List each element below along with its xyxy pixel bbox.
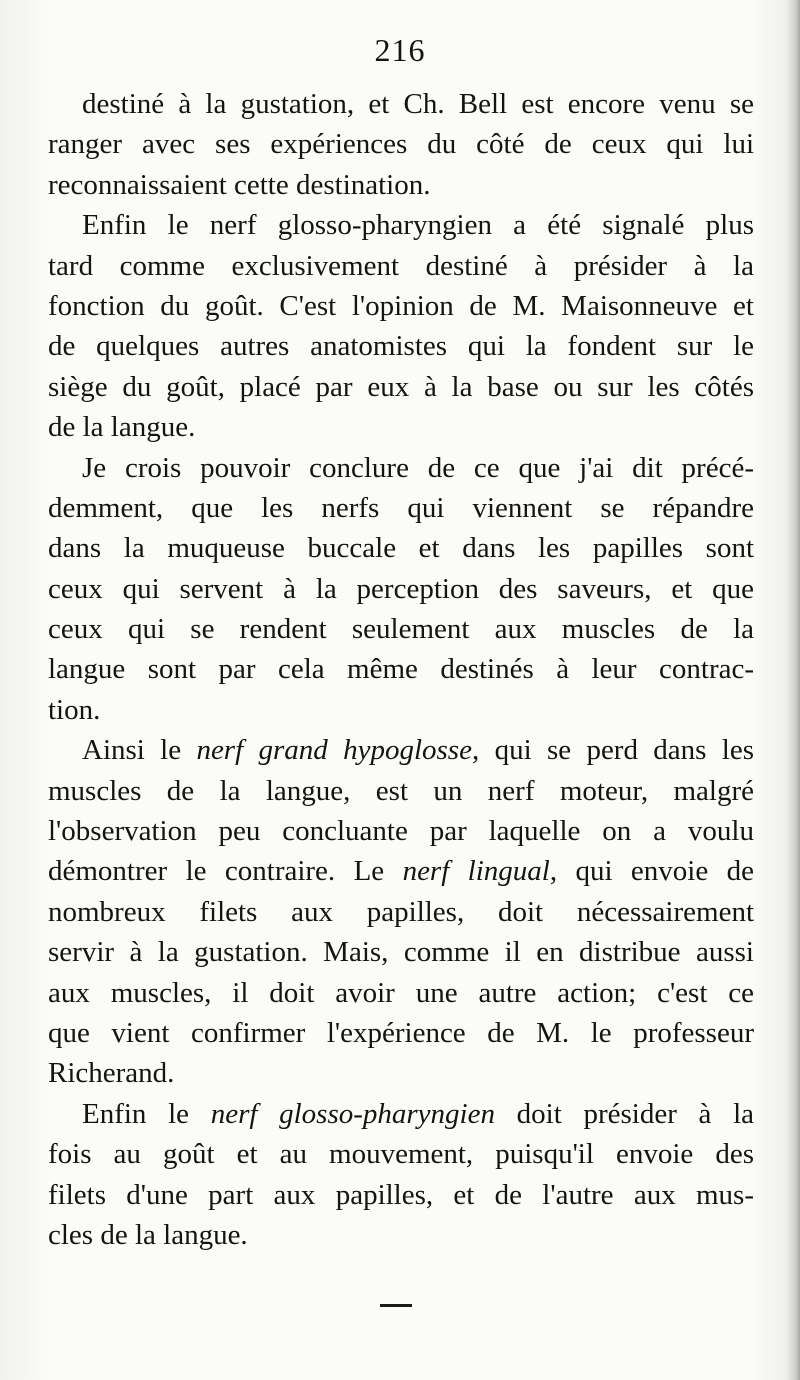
text-line	[48, 892, 754, 932]
text-line	[48, 932, 754, 972]
text-run: ceux qui se rendent seulement aux muscles de la	[48, 613, 754, 646]
italic-term: nerf glosso-pharyngien	[210, 1097, 495, 1130]
paragraph	[48, 448, 754, 731]
text-run: demment, que les nerfs qui viennent se répandre	[48, 491, 754, 524]
text-run: tion.	[48, 693, 101, 726]
text-line	[48, 973, 754, 1013]
text-line	[48, 690, 754, 730]
text-line	[48, 569, 754, 609]
page-number: 216	[374, 32, 426, 68]
text-run: doit présider à la	[494, 1097, 754, 1130]
text-run: démontrer le contraire. Le	[48, 855, 403, 888]
body-text	[48, 84, 754, 1255]
text-line	[48, 1013, 754, 1053]
text-line	[48, 1094, 754, 1134]
text-run: tard comme exclusivement destiné à présider à la	[48, 249, 754, 282]
italic-term: nerf lingual	[402, 855, 550, 888]
text-line	[48, 407, 754, 447]
page-edge-shadow	[786, 0, 800, 1380]
text-line	[48, 165, 754, 205]
text-run: reconnaissaient cette destination.	[48, 168, 431, 201]
text-run: Enfin le	[82, 1097, 211, 1130]
text-run: que vient confirmer l'expérience de M. le professeur	[48, 1016, 754, 1049]
text-run: Richerand.	[48, 1057, 175, 1090]
text-run: de quelques autres anatomistes qui la fondent sur le	[48, 330, 754, 363]
text-line	[48, 1175, 754, 1215]
text-run: nombreux filets aux papilles, doit nécessairement	[48, 895, 754, 928]
text-run: muscles de la langue, est un nerf moteur, malgré	[48, 774, 754, 807]
text-line	[48, 205, 754, 245]
text-run: aux muscles, il doit avoir une autre action; c'est ce	[48, 976, 754, 1009]
text-run: ceux qui servent à la perception des saveurs, et que	[48, 572, 754, 605]
text-run: dans la muqueuse buccale et dans les papilles sont	[48, 532, 754, 565]
text-run: siège du goût, placé par eux à la base ou sur les côtés	[48, 370, 754, 403]
text-run: langue sont par cela même destinés à leur contrac-	[48, 653, 754, 686]
end-rule	[380, 1304, 412, 1307]
text-run: cles de la langue.	[48, 1218, 248, 1251]
text-line	[48, 528, 754, 568]
text-run: Je crois pouvoir conclure de ce que j'ai dit précé-	[82, 451, 754, 484]
text-line	[48, 286, 754, 326]
text-line	[48, 246, 754, 286]
text-run: Ainsi le	[82, 734, 197, 767]
text-line	[48, 649, 754, 689]
text-line	[48, 609, 754, 649]
paragraph	[48, 730, 754, 1094]
text-line	[48, 448, 754, 488]
text-line	[48, 84, 754, 124]
text-line	[48, 851, 754, 891]
text-run: servir à la gustation. Mais, comme il en distribue aussi	[48, 936, 754, 969]
text-line	[48, 488, 754, 528]
text-run: de la langue.	[48, 411, 196, 444]
text-line	[48, 811, 754, 851]
text-line	[48, 367, 754, 407]
italic-term: nerf grand hypoglosse	[196, 734, 472, 767]
text-line	[48, 771, 754, 811]
text-run: fois au goût et au mouvement, puisqu'il envoie des	[48, 1138, 754, 1171]
text-run: l'observation peu concluante par laquelle on a voulu	[48, 815, 754, 848]
text-line	[48, 1053, 754, 1093]
text-line	[48, 326, 754, 366]
text-line	[48, 730, 754, 770]
text-line	[48, 124, 754, 164]
text-run: , qui envoie de	[549, 855, 755, 888]
paragraph	[48, 84, 754, 205]
text-run: ranger avec ses expériences du côté de ceux qui lui	[48, 128, 754, 161]
text-run: destiné à la gustation, et Ch. Bell est encore venu se	[82, 88, 754, 120]
text-run: fonction du goût. C'est l'opinion de M. Maisonneuve et	[48, 289, 754, 322]
text-run: Enfin le nerf glosso-pharyngien a été signalé plus	[82, 209, 754, 242]
paragraph	[48, 1094, 754, 1256]
text-line	[48, 1134, 754, 1174]
text-run: filets d'une part aux papilles, et de l'autre aux mus-	[48, 1178, 754, 1211]
text-line	[48, 1215, 754, 1255]
paragraph	[48, 205, 754, 447]
text-run: , qui se perd dans les	[471, 734, 754, 767]
